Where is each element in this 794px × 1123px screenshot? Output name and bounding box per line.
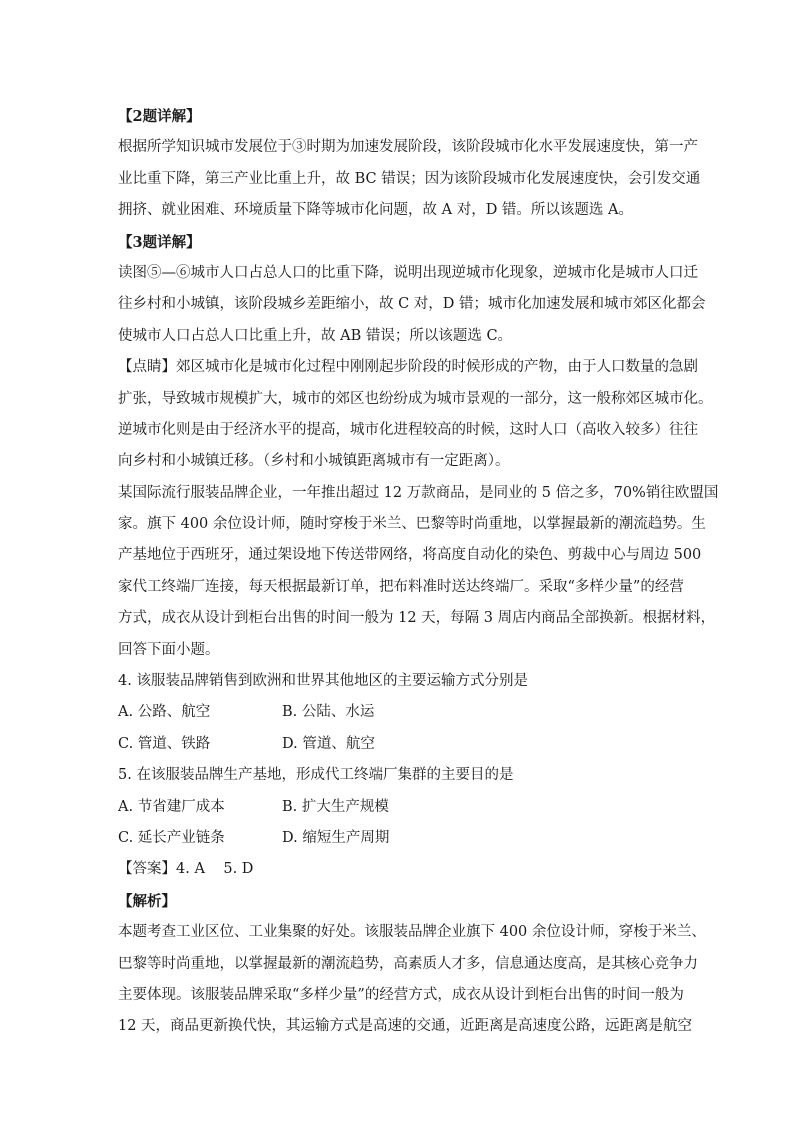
tip-line: 扩张，导致城市规模扩大，城市的郊区也纷纷成为城市景观的一部分，这一般称郊区城市化。	[118, 390, 713, 407]
q5-options-row	[118, 792, 678, 823]
tip-line: 【点睛】郊区城市化是城市化过程中刚刚起步阶段的时候形成的产物，由于人口数量的急剧	[118, 359, 698, 376]
material-line: 家代工终端厂连接，每天根据最新订单，把布料准时送达终端厂。采取“多样少量”的经营	[118, 578, 684, 595]
q4-option-b: B. 公陆、水运	[282, 704, 375, 721]
analysis-line: 12 天，商品更新换代快，其运输方式是高速的交通，近距离是高速度公路，远距离是航空	[118, 1018, 693, 1035]
tip-line: 逆城市化则是由于经济水平的提高，城市化进程较高的时候，这时人口（高收入较多）往往	[118, 421, 698, 438]
q5-option-a: A. 节省建厂成本	[118, 798, 225, 815]
analysis-line: 本题考查工业区位、工业集聚的好处。该服装品牌企业旗下 400 余位设计师，穿梭于米兰、	[118, 924, 706, 941]
q2-heading: 【2题详解】	[118, 108, 201, 125]
q4-options-row	[118, 729, 678, 760]
q5-option-b: B. 扩大生产规模	[282, 798, 389, 815]
q5-option-d: D. 缩短生产周期	[282, 829, 390, 846]
material-line: 产基地位于西班牙，通过架设地下传送带网络，将高度自动化的染色、剪裁中心与周边 500	[118, 547, 702, 564]
q2-explanation-line: 根据所学知识城市发展位于③时期为加速发展阶段，该阶段城市化水平发展速度快，第一产	[118, 139, 698, 156]
document-content	[118, 101, 719, 1043]
material-line: 某国际流行服装品牌企业，一年推出超过 12 万款商品，是同业的 5 倍之多，70%销往欧盟国	[118, 484, 719, 501]
answer-line: 【答案】4. A 5. D	[118, 861, 254, 878]
q4-option-d: D. 管道、航空	[282, 735, 375, 752]
q5-options-row	[118, 823, 678, 854]
q4-stem: 4. 该服装品牌销售到欧洲和世界其他地区的主要运输方式分别是	[118, 673, 528, 690]
q2-explanation-line: 拥挤、就业困难、环境质量下降等城市化问题，故 A 对，D 错。所以该题选 A。	[118, 202, 634, 219]
q3-heading: 【3题详解】	[118, 233, 201, 251]
q4-option-a: A. 公路、航空	[118, 704, 211, 721]
q5-stem: 5. 在该服装品牌生产基地，形成代工终端厂集群的主要目的是	[118, 767, 514, 784]
q3-explanation-line: 读图⑤—⑥城市人口占总人口的比重下降，说明出现逆城市化现象，逆城市化是城市人口迁	[118, 264, 698, 281]
q2-explanation-line: 业比重下降，第三产业比重上升，故 BC 错误；因为该阶段城市化发展速度快，会引发交通	[118, 170, 701, 187]
q4-options-row	[118, 697, 678, 728]
analysis-line: 主要体现。该服装品牌采取“多样少量”的经营方式，成衣从设计到柜台出售的时间一般为	[118, 986, 684, 1003]
q3-explanation-line: 使城市人口占总人口比重上升，故 AB 错误；所以该题选 C。	[118, 327, 513, 344]
material-line: 回答下面小题。	[118, 641, 220, 658]
analysis-heading: 【解析】	[118, 892, 176, 910]
material-line: 家。旗下 400 余位设计师，随时穿梭于米兰、巴黎等时尚重地，以掌握最新的潮流趋势。生	[118, 516, 706, 533]
material-line: 方式，成衣从设计到柜台出售的时间一般为 12 天，每隔 3 周店内商品全部换新。根据材料，	[118, 610, 716, 627]
analysis-line: 巴黎等时尚重地，以掌握最新的潮流趋势，高素质人才多，信息通达度高，是其核心竞争力	[118, 955, 698, 972]
q5-option-c: C. 延长产业链条	[118, 829, 225, 846]
q4-option-c: C. 管道、铁路	[118, 735, 211, 752]
q3-explanation-line: 往乡村和小城镇，该阶段城乡差距缩小，故 C 对，D 错；城市化加速发展和城市郊区化都会	[118, 296, 706, 313]
tip-line: 向乡村和小城镇迁移。（乡村和小城镇距离城市有一定距离）。	[118, 453, 510, 470]
